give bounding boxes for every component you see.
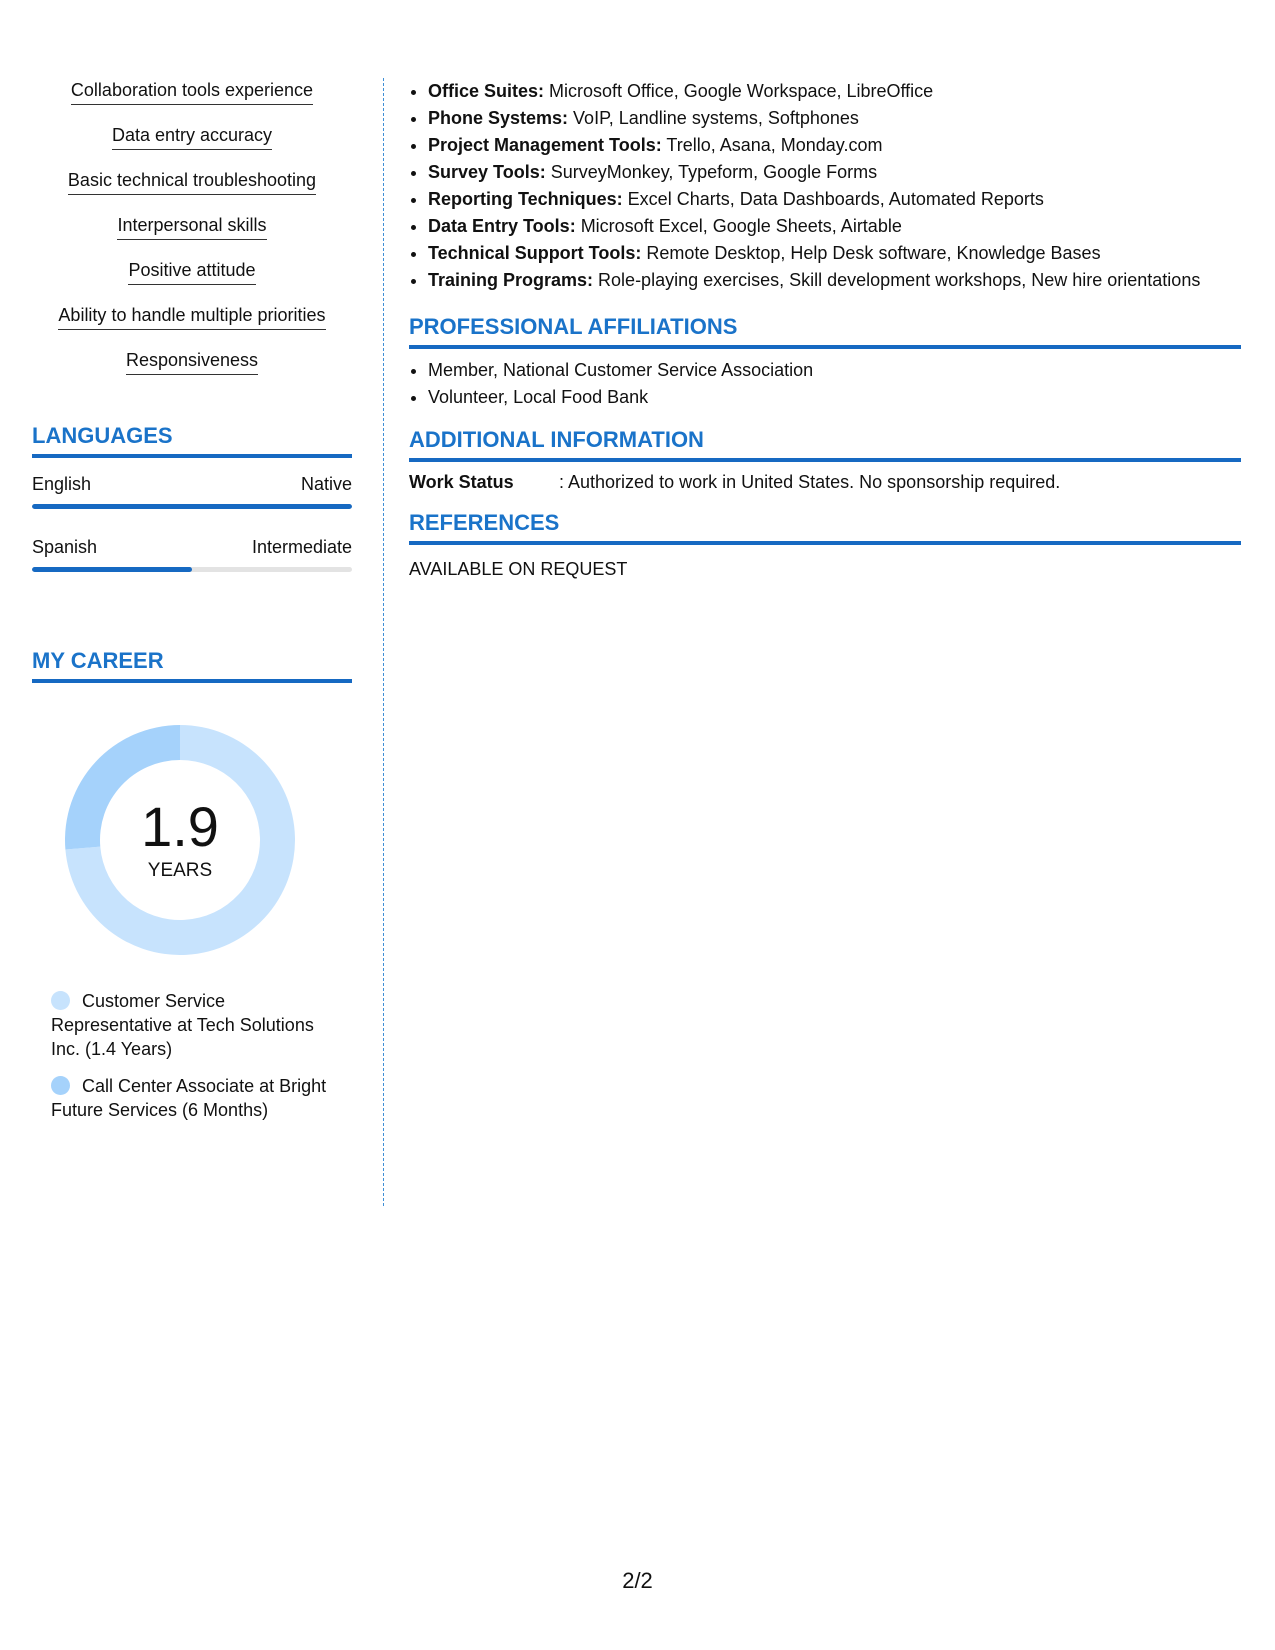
language-bar-fill: [32, 567, 192, 572]
donut-center: [65, 725, 295, 955]
references-text: AVAILABLE ON REQUEST: [409, 559, 628, 579]
tool-item: [428, 159, 1241, 186]
legend-item: [51, 989, 341, 1061]
legend-dot-icon: [51, 1076, 70, 1095]
tool-value: Remote Desktop, Help Desk software, Knowledge Bases: [641, 243, 1101, 263]
languages-heading: LANGUAGES: [32, 423, 352, 458]
tool-value: Microsoft Excel, Google Sheets, Airtable: [575, 216, 902, 236]
tool-item: [428, 186, 1241, 213]
language-english: [32, 472, 352, 509]
skill-label: Basic technical troubleshooting: [68, 168, 316, 195]
skills-list: [32, 78, 352, 393]
column-divider: [383, 78, 384, 1206]
left-column: [32, 78, 352, 1135]
skill-label: Collaboration tools experience: [71, 78, 313, 105]
tool-value: Microsoft Office, Google Workspace, LibreOffice: [544, 81, 934, 101]
tool-item: [428, 240, 1241, 267]
language-bar: [32, 567, 352, 572]
tools-list: [409, 78, 1241, 294]
tool-label: Reporting Techniques:: [428, 189, 623, 209]
language-bar: [32, 504, 352, 509]
right-column: [409, 78, 1241, 581]
language-name: English: [32, 474, 92, 494]
skill-label: Positive attitude: [128, 258, 255, 285]
tool-value: VoIP, Landline systems, Softphones: [568, 108, 859, 128]
legend-label: Call Center Associate at Bright Future Services (6 Months): [51, 1076, 327, 1120]
tool-item: [428, 78, 1241, 105]
skill-item: [32, 78, 352, 123]
affiliations-list: [409, 357, 1241, 411]
skill-item: [32, 168, 352, 213]
tool-label: Technical Support Tools:: [428, 243, 642, 263]
skill-item: [32, 258, 352, 303]
tool-item: [428, 213, 1241, 240]
references-heading: REFERENCES: [409, 510, 1241, 545]
tool-label: Data Entry Tools:: [428, 216, 576, 236]
work-status-label: Work Status: [409, 472, 514, 492]
work-status-value: : Authorized to work in United States. No sponsorship required.: [559, 472, 1061, 492]
skill-label: Interpersonal skills: [117, 213, 266, 240]
language-level: Intermediate: [251, 537, 352, 557]
tool-value: Excel Charts, Data Dashboards, Automated Reports: [622, 189, 1044, 209]
page-number: 2/2: [622, 1568, 653, 1593]
language-bar-fill: [32, 504, 352, 509]
tool-label: Phone Systems:: [428, 108, 569, 128]
tool-value: Role-playing exercises, Skill development workshops, New hire orientations: [593, 270, 1201, 290]
career-legend: [51, 989, 341, 1122]
tool-item: [428, 132, 1241, 159]
career-total-value: 1.9: [141, 795, 219, 858]
legend-item: [51, 1074, 341, 1122]
skill-item: [32, 123, 352, 168]
language-spanish: [32, 535, 352, 572]
affiliations-heading: PROFESSIONAL AFFILIATIONS: [409, 314, 1241, 349]
tool-item: [428, 267, 1241, 294]
tool-label: Office Suites:: [428, 81, 545, 101]
career-heading: MY CAREER: [32, 648, 352, 683]
skill-label: Ability to handle multiple priorities: [58, 303, 325, 330]
career-total-unit: YEARS: [147, 860, 213, 881]
legend-label: Customer Service Representative at Tech Solutions Inc. (1.4 Years): [51, 991, 314, 1059]
language-name: Spanish: [32, 537, 98, 557]
additional-info-heading: ADDITIONAL INFORMATION: [409, 427, 1241, 462]
tool-value: Trello, Asana, Monday.com: [661, 135, 883, 155]
skill-item: [32, 213, 352, 258]
tool-label: Project Management Tools:: [428, 135, 662, 155]
affiliation-item: • Member, National Customer Service Association: [428, 357, 1241, 384]
legend-dot-icon: [51, 991, 70, 1010]
skill-item: [32, 303, 352, 348]
language-level: Native: [300, 474, 352, 494]
work-status-row: [409, 470, 1241, 494]
affiliation-item: • Volunteer, Local Food Bank: [428, 384, 1241, 411]
tool-label: Training Programs:: [428, 270, 594, 290]
skill-item: [32, 348, 352, 393]
tool-value: SurveyMonkey, Typeform, Google Forms: [545, 162, 878, 182]
skill-label: Data entry accuracy: [112, 123, 272, 150]
tool-label: Survey Tools:: [428, 162, 546, 182]
skill-label: Responsiveness: [126, 348, 258, 375]
career-donut-chart: [65, 725, 295, 955]
tool-item: [428, 105, 1241, 132]
